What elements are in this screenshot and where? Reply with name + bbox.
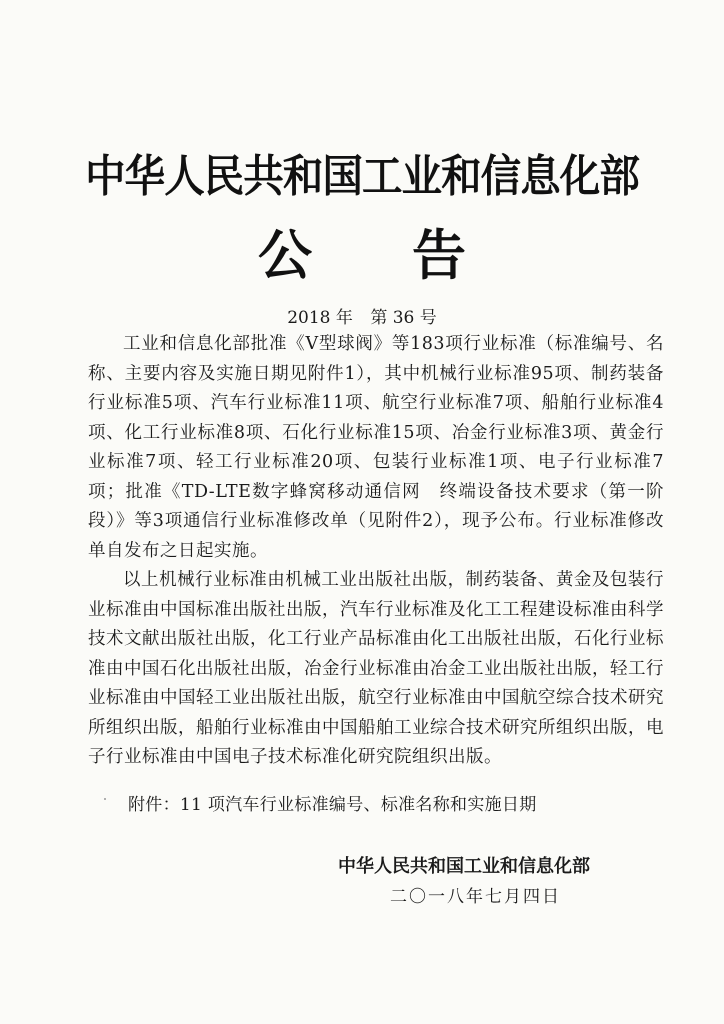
attachment-note: 附件：11 项汽车行业标准编号、标准名称和实施日期 xyxy=(128,795,537,815)
paragraph-2: 以上机械行业标准由机械工业出版社出版，制药装备、黄金及包装行业标准由中国标准出版社出版，汽车行业标准及化工工程建设标准由科学技术文献出版社出版，化工行业产品标准由化工出版社出版，石化行业标准由中国石化出版社出版，冶金行业标准由冶金工业出版社出版，轻工行业标准由中国轻工业出版社出版，航空行业标准由中国航空综合技术研究所组织出版，船舶行业标准由中国船舶工业综合技术研究所组织出版，电子行业标准由中国电子技术标准化研究院组织出版。 xyxy=(88,570,664,767)
document-issue-number: 第 36 号 xyxy=(370,308,437,328)
announcement-body xyxy=(88,330,664,773)
signature-organization: 中华人民共和国工业和信息化部 xyxy=(338,856,590,877)
document-year: 2018 年 xyxy=(287,308,353,328)
signature-date: 二〇一八年七月四日 xyxy=(390,887,561,907)
scan-mark xyxy=(104,798,106,800)
document-number xyxy=(0,303,724,328)
document-type: 公告 xyxy=(258,223,566,287)
issuer-title: 中华人民共和国工业和信息化部 xyxy=(85,151,639,202)
paragraph-1: 工业和信息化部批准《V型球阀》等183项行业标准（标准编号、名称、主要内容及实施日期见附件1），其中机械行业标准95项、制药装备行业标准5项、汽车行业标准11项、航空行业标准7项、船舶行业标准4项、化工行业标准8项、石化行业标准15项、冶金行业标准3项、黄金行业标准7项、轻工行业标准20项、包装行业标准1项、电子行业标准7项；批准《TD-LTE数字蜂窝移动通信网 终端设备技术要求（第一阶段）》等3项通信行业标准修改单（见附件2），现予公布。行业标准修改单自发布之日起实施。 xyxy=(88,334,664,561)
